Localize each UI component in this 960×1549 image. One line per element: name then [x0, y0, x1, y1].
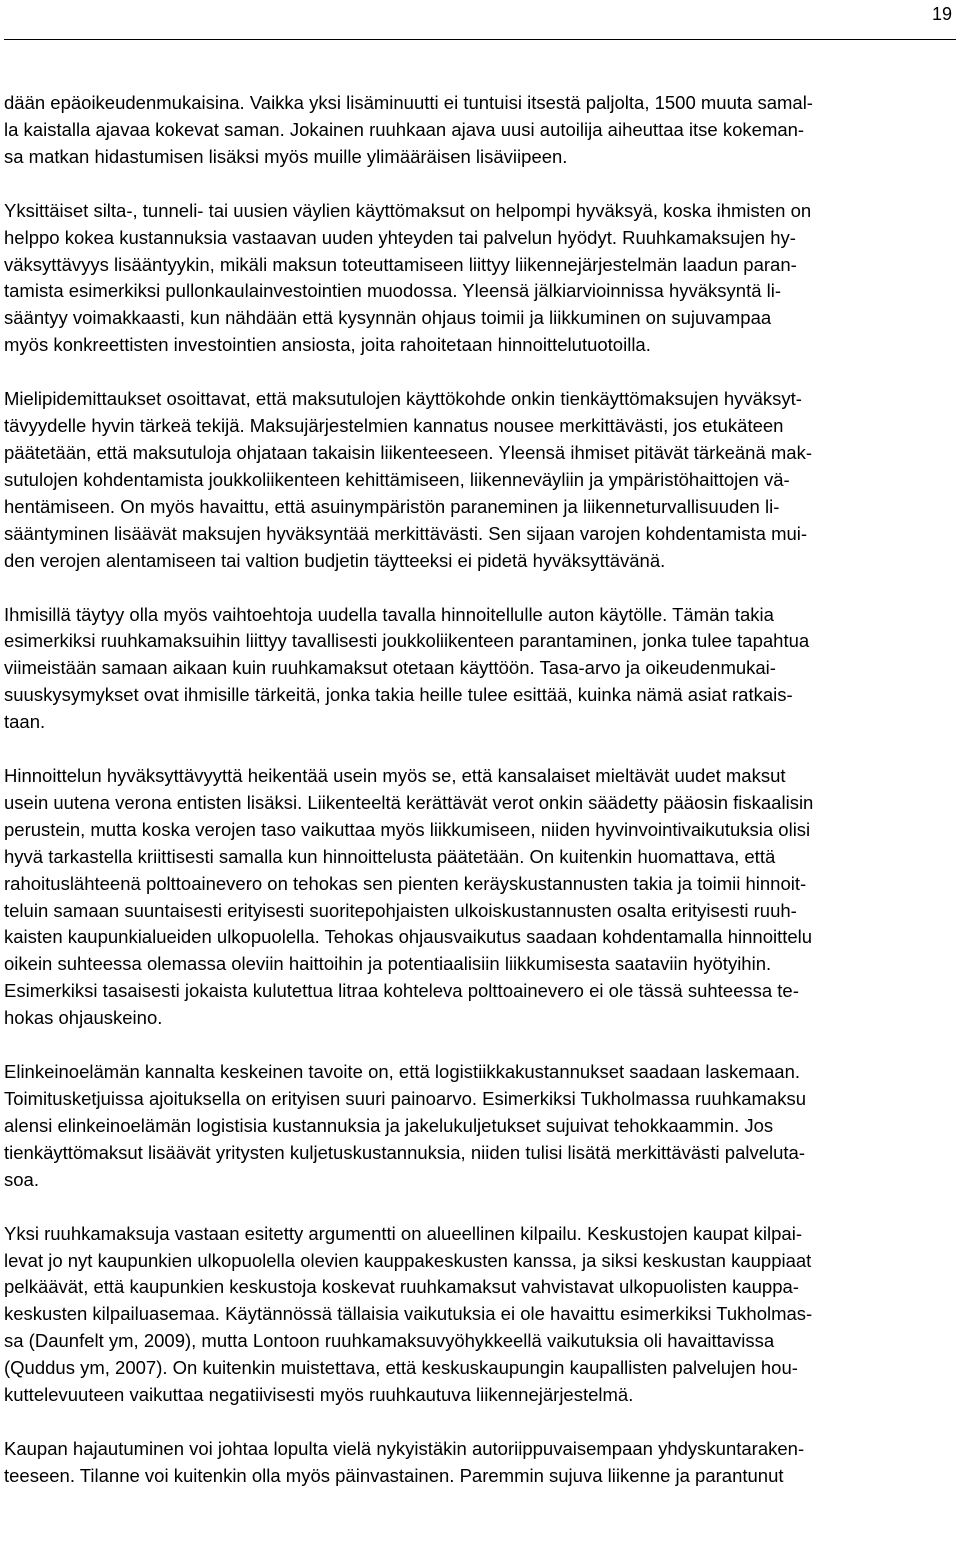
- paragraph: Yksittäiset silta-, tunneli- tai uusien väylien käyttömaksut on helpompi hyväksyä, koska ihmisten on helppo kokea kustannuksia vastaavan uuden yhteyden tai palvelun hyödyt. Ruuhkamaksujen hy- väksyttävyys lisääntyykin, mikäli maksun toteuttamiseen liittyy liikennejärjestelmän laadun paran- tamista esimerkiksi pullonkaulainvestointien muodossa. Yleensä jälkiarvioinnissa hyväksyntä li- sääntyy voimakkaasti, kun nähdään että kysynnän ohjaus toimii ja liikkuminen on sujuvampaa myös konkreettisten investointien ansiosta, joita rahoitetaan hinnoittelutuotoilla.: [4, 199, 812, 356]
- paragraph: Yksi ruuhkamaksuja vastaan esitetty argumentti on alueellinen kilpailu. Keskustojen kaupat kilpai- levat jo nyt kaupunkien ulkopuolella olevien kauppakeskusten kanssa, ja siksi keskustan kauppiaat pelkäävät, että kaupunkien keskustoja koskevat ruuhkamaksut vahvistavat ulkopuolisten kauppa- keskusten kilpailuasemaa. Käytännössä tällaisia vaikutuksia ei ole havaittu esimerkiksi Tukholmas- sa (Daunfelt ym, 2009), mutta Lontoon ruuhkamaksuvyöhykkeellä vaikutuksia oli havaittavissa (Quddus ym, 2007). On kuitenkin muistettava, että keskuskaupungin kaupallisten palvelujen hou- kuttelevuuteen vaikuttaa negatiivisesti myös ruuhkautuva liikennejärjestelmä.: [4, 1222, 813, 1406]
- paragraph: Kaupan hajautuminen voi johtaa lopulta vielä nykyistäkin autoriippuvaisempaan yhdyskuntaraken- teeseen. Tilanne voi kuitenkin olla myös päinvastainen. Paremmin sujuva liikenne ja parantunut: [4, 1437, 805, 1486]
- paragraph: Mielipidemittaukset osoittavat, että maksutulojen käyttökohde onkin tienkäyttömaksujen hyväksyt- tävyydelle hyvin tärkeä tekijä. Maksujärjestelmien kannatus nousee merkittävästi, jos etukäteen päätetään, että maksutuloja ohjataan takaisin liikenteeseen. Yleensä ihmiset pitävät tärkeänä mak- sutulojen kohdentamista joukkoliikenteen kehittämiseen, liikenneväyliin ja ympäristöhaittojen vä- hentämiseen. On myös havaittu, että asuinympäristön paraneminen ja liikenneturvallisuuden li- sääntyminen lisäävät maksujen hyväksyntää merkittävästi. Sen sijaan varojen kohdentamista mui- den verojen alentamiseen tai valtion budjetin täytteeksi ei pidetä hyväksyttävänä.: [4, 388, 812, 571]
- paragraph: Hinnoittelun hyväksyttävyyttä heikentää usein myös se, että kansalaiset mieltävät uudet maksut usein uutena verona entisten lisäksi. Liikenteeltä kerättävät verot onkin säädetty pääosin fiskaalisin perustein, mutta koska verojen taso vaikuttaa myös liikkumiseen, niiden hyvinvointivaikutuksia olisi hyvä tarkastella kriittisesti samalla kun hinnoittelusta päätetään. On kuitenkin huomattava, että rahoituslähteenä polttoainevero on tehokas sen pienten keräyskustannusten takia ja toimii hinnoit- teluin samaan suuntaisesti erityisesti suoritepohjaisten ulkoiskustannusten osalta erityisesti ruuh- kaisten kaupunkialueiden ulkopuolella. Tehokas ohjausvaikutus saadaan kohdentamalla hinnoittelu oikein suhteessa olemassa oleviin haittoihin ja potentiaalisiin liikkumisesta saataviin hyötyihin. Esimerkiksi tasaisesti jokaista kulutettua litraa kohteleva polttoainevero ei ole tässä suhteessa te- hokas ohjauskeino.: [4, 765, 814, 1029]
- page-number: 19: [931, 4, 952, 24]
- paragraph: Ihmisillä täytyy olla myös vaihtoehtoja uudella tavalla hinnoitellulle auton käytölle. Tämän takia esimerkiksi ruuhkamaksuihin liittyy tavallisesti joukkoliikenteen parantaminen, jonka tulee tapahtua viimeistään samaan aikaan kuin ruuhkamaksut otetaan käyttöön. Tasa-arvo ja oikeudenmukai- suuskysymykset ovat ihmisille tärkeitä, jonka takia heille tulee esittää, kuinka nämä asiat ratkais- taan.: [4, 603, 810, 733]
- paragraph: Elinkeinoelämän kannalta keskeinen tavoite on, että logistiikkakustannukset saadaan laskemaan. Toimitusketjuissa ajoituksella on erityisen suuri painoarvo. Esimerkiksi Tukholmassa ruuhkamaksu alensi elinkeinoelämän logistisia kustannuksia ja jakelukuljetukset sujuivat tehokkaammin. Jos tienkäyttömaksut lisäävät yritysten kuljetuskustannuksia, niiden tulisi lisätä merkittävästi palveluta- soa.: [4, 1061, 807, 1190]
- header-rule: [4, 39, 956, 40]
- document-body: [4, 90, 956, 1517]
- paragraph: dään epäoikeudenmukaisina. Vaikka yksi lisäminuutti ei tuntuisi itsestä paljolta, 1500 muuta samal- la kaistalla ajavaa kokevat saman. Jokainen ruuhkaan ajava uusi autoilija aiheuttaa itse kokeman- sa matkan hidastumisen lisäksi myös muille ylimääräisen lisäviipeen.: [4, 92, 813, 167]
